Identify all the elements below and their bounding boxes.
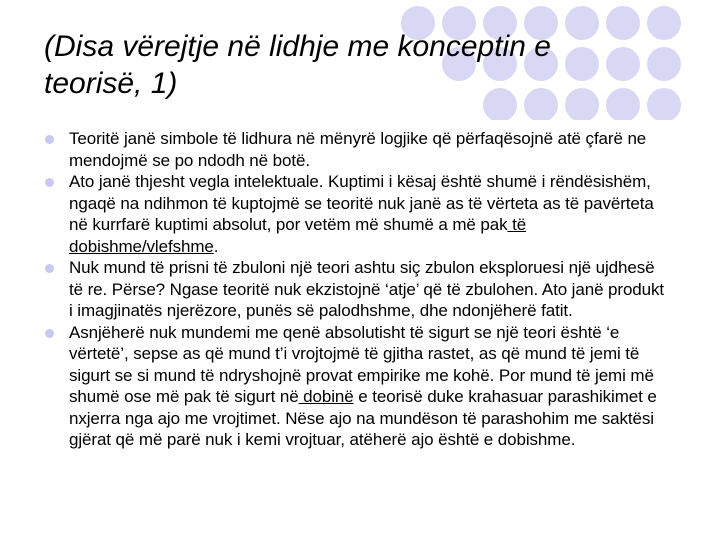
decor-circle <box>647 88 681 120</box>
bullet-text: Nuk mund të prisni të zbuloni një teori ashtu siç zbulon eksploruesi një ujdhesë të re. Përse? Ngase teoritë nuk ekzistojnë ‘atje’ që të zbulohen. Ato janë produkt i imagjinatës njerëzore, punës së palodhshme, dhe ndonjëherë fatit. <box>69 258 665 320</box>
bullet-item <box>0 128 669 171</box>
bullet-item <box>0 322 669 451</box>
bullet-text-end: e teorisë duke krahasuar parashikimet e nxjerra nga ajo me vrojtimet. Nëse ajo na mundëson të parashohim me saktësi gjërat që më parë nuk i kemi vrojtuar, atëherë ajo është e dobishme. <box>69 387 657 449</box>
bullet-text-end: . <box>213 236 219 256</box>
bullet-item <box>0 257 669 322</box>
bullet-dot-icon <box>45 264 54 273</box>
bullet-dot-icon <box>45 135 54 144</box>
underlined-phrase: dobinë <box>298 387 354 406</box>
decor-circle <box>647 6 681 40</box>
bullet-text: Asnjëherë nuk mundemi me qenë absolutisht të sigurt se një teori është ‘e vërtetë’, sepse as që mund t’i vrojtojmë të gjitha rastet, as që mund të jemi të sigurt se si mund të ndryshojnë provat empirike me kohë. Por mund të jemi më shumë ose më pak të sigurt në <box>69 322 654 406</box>
slide-title: (Disa vërejtje në lidhje me konceptin e teorisë, 1) <box>44 30 551 100</box>
bullet-text: Ato janë thjesht vegla intelektuale. Kuptimi i kësaj është shumë i rëndësishëm, ngaqë na ndihmon të kuptojmë se teoritë nuk janë as të vërteta as të pavërteta në kurrfarë kuptimi absolut, por vetëm më shumë a më pak <box>69 172 654 234</box>
decor-circle <box>647 47 681 81</box>
bullet-dot-icon <box>45 178 54 187</box>
underlined-phrase: të dobishme/vlefshme <box>69 215 527 256</box>
bullet-dot-icon <box>45 329 54 338</box>
bullet-item <box>0 171 669 257</box>
bullet-text: Teoritë janë simbole të lidhura në mënyrë logjike që përfaqësojnë atë çfarë ne mendojmë se po ndodh në botë. <box>69 129 647 170</box>
bullet-list <box>0 128 720 451</box>
